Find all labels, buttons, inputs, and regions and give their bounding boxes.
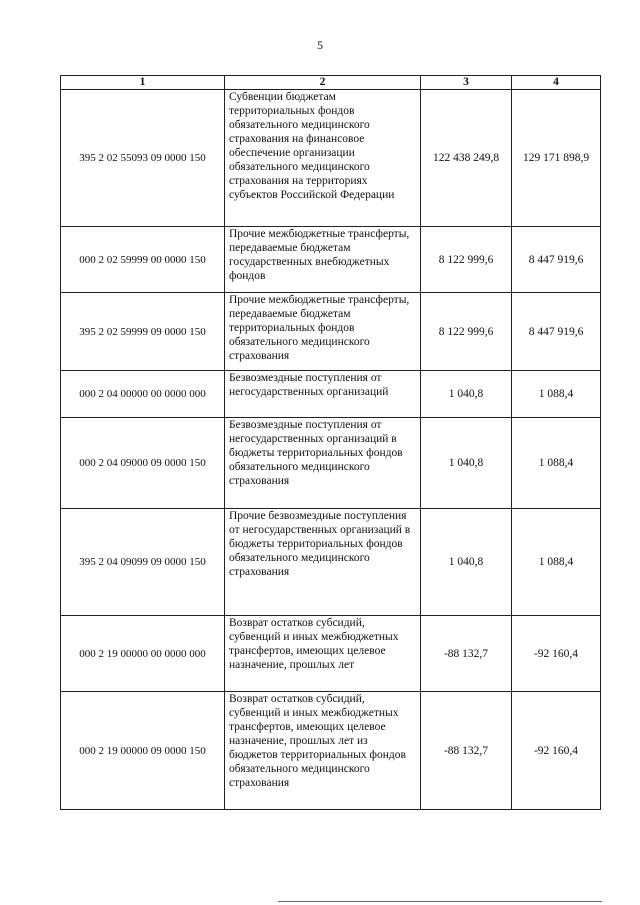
row-value-col3: 8 122 999,6 (421, 227, 512, 293)
table-row (61, 616, 601, 692)
row-value-col3: 1 040,8 (421, 371, 512, 418)
row-code: 000 2 02 59999 00 0000 150 (61, 227, 225, 293)
row-code: 395 2 02 59999 09 0000 150 (61, 293, 225, 371)
row-code: 000 2 19 00000 00 0000 000 (61, 616, 225, 692)
row-name: Безвозмездные поступления от негосударственных организаций (225, 371, 421, 418)
row-code: 395 2 04 09099 09 0000 150 (61, 509, 225, 616)
header-col-3: 3 (421, 76, 512, 90)
row-name: Возврат остатков субсидий, субвенций и иных межбюджетных трансфертов, имеющих целевое назначение, прошлых лет из бюджетов территориальных фондов обязательного медицинского страхования (225, 692, 421, 810)
header-row (61, 76, 601, 90)
row-value-col3: 122 438 249,8 (421, 90, 512, 227)
table-row (61, 90, 601, 227)
row-value-col4: 1 088,4 (512, 509, 601, 616)
row-value-col4: 1 088,4 (512, 418, 601, 509)
row-value-col4: -92 160,4 (512, 692, 601, 810)
row-name: Прочие межбюджетные трансферты, передаваемые бюджетам государственных внебюджетных фондов (225, 227, 421, 293)
page-bottom-divider (278, 901, 602, 902)
table-row (61, 371, 601, 418)
row-value-col4: 8 447 919,6 (512, 293, 601, 371)
header-col-2: 2 (225, 76, 421, 90)
row-value-col4: 8 447 919,6 (512, 227, 601, 293)
row-value-col4: 129 171 898,9 (512, 90, 601, 227)
table-row (61, 692, 601, 810)
header-col-4: 4 (512, 76, 601, 90)
row-name: Прочие безвозмездные поступления от негосударственных организаций в бюджеты территориальных фондов обязательного медицинского страхования (225, 509, 421, 616)
row-code: 000 2 04 09000 09 0000 150 (61, 418, 225, 509)
table-row (61, 418, 601, 509)
row-code: 000 2 04 00000 00 0000 000 (61, 371, 225, 418)
header-col-1: 1 (61, 76, 225, 90)
table-row (61, 509, 601, 616)
row-value-col4: -92 160,4 (512, 616, 601, 692)
row-name: Возврат остатков субсидий, субвенций и иных межбюджетных трансфертов, имеющих целевое назначение, прошлых лет (225, 616, 421, 692)
budget-table (60, 75, 601, 810)
row-name: Безвозмездные поступления от негосударственных организаций в бюджеты территориальных фондов обязательного медицинского страхования (225, 418, 421, 509)
row-value-col3: -88 132,7 (421, 616, 512, 692)
table-row (61, 293, 601, 371)
row-code: 395 2 02 55093 09 0000 150 (61, 90, 225, 227)
row-value-col3: 1 040,8 (421, 418, 512, 509)
row-code: 000 2 19 00000 09 0000 150 (61, 692, 225, 810)
table-row (61, 227, 601, 293)
row-name: Субвенции бюджетам территориальных фондов обязательного медицинского страхования на финансовое обеспечение организации обязательного медицинского страхования на территориях субъектов Российской Федерации (225, 90, 421, 227)
row-value-col3: 1 040,8 (421, 509, 512, 616)
row-name: Прочие межбюджетные трансферты, передаваемые бюджетам территориальных фондов обязательного медицинского страхования (225, 293, 421, 371)
page-number: 5 (317, 38, 323, 52)
row-value-col3: -88 132,7 (421, 692, 512, 810)
row-value-col3: 8 122 999,6 (421, 293, 512, 371)
row-value-col4: 1 088,4 (512, 371, 601, 418)
